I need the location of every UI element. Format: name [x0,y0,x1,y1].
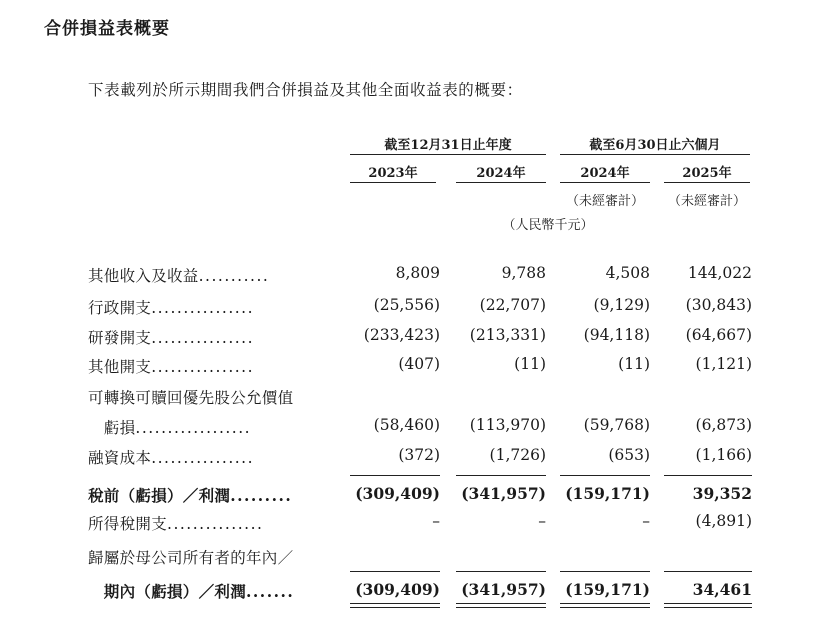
table-cell: – [432,512,440,530]
header-col-2: 2024年 [476,166,526,181]
row-label-text: 期內（虧損）／利潤 [88,582,247,601]
table-cell: (653) [608,446,650,464]
table-cell: (159,171) [565,484,650,503]
header-group-year: 截至12月31日止年度 [384,138,512,153]
table-row-label [88,484,292,506]
header-col-2-rule [456,182,546,183]
table-cell: (94,118) [583,326,650,344]
table-row-label [88,355,254,377]
table-cell: 144,022 [687,264,752,282]
table-row-label [88,296,254,318]
section-heading: 合併損益表概要 [44,19,170,39]
dot-leader: ......... [230,486,293,505]
subtotal-rule [664,475,752,476]
table-cell: (341,957) [461,484,546,503]
row-label-text: 融資成本 [88,449,152,467]
total-double-rule [350,603,440,608]
table-cell: (4,891) [695,512,752,530]
row-label-text: 虧損 [88,419,136,437]
unaudited-note-col-3: （未經審計） [565,194,644,209]
dot-leader: ....... [246,582,295,601]
table-row-label [88,446,254,468]
table-row-label [88,546,293,568]
table-cell: (113,970) [469,416,546,434]
table-cell: (9,129) [593,296,650,314]
table-cell: (59,768) [583,416,650,434]
table-cell: 4,508 [605,264,650,282]
subtotal-rule [560,571,650,572]
header-group-year-rule [350,154,546,155]
subtotal-rule [560,475,650,476]
table-cell: (213,331) [469,326,546,344]
total-double-rule [664,603,752,608]
table-cell: (64,667) [685,326,752,344]
total-double-rule [560,603,650,608]
table-cell: (309,409) [355,580,440,599]
row-label-text: 所得稅開支 [88,515,168,533]
row-label-text: 其他開支 [88,358,152,376]
table-row-label [88,512,263,534]
table-cell: (58,460) [373,416,440,434]
dot-leader: .................. [135,419,252,437]
table-cell: (30,843) [685,296,752,314]
unaudited-note-col-4: （未經審計） [667,194,746,209]
table-cell: (25,556) [373,296,440,314]
subtotal-rule [456,475,546,476]
dot-leader: ................ [151,299,255,317]
table-cell: (159,171) [565,580,650,599]
row-label-text: 其他收入及收益 [88,267,199,285]
header-col-1: 2023年 [368,166,418,181]
row-label-text: 稅前（虧損）／利潤 [88,486,231,505]
table-cell: (341,957) [461,580,546,599]
row-label-text: 可轉換可贖回優先股公允價值 [88,389,294,407]
header-col-3: 2024年 [580,166,630,181]
table-cell: (1,726) [489,446,546,464]
table-row-label [88,580,294,602]
table-cell: (1,121) [695,355,752,373]
table-cell: – [538,512,546,530]
table-row-label [88,386,293,408]
row-label-text: 研發開支 [88,329,152,347]
intro-text: 下表載列於所示期間我們合併損益及其他全面收益表的概要： [88,81,523,99]
table-cell: 34,461 [692,580,752,599]
table-row-label [88,326,254,348]
dot-leader: ................ [151,449,255,467]
subtotal-rule [350,571,440,572]
table-cell: 9,788 [501,264,546,282]
table-cell: (372) [398,446,440,464]
currency-note: （人民幣千元） [502,218,594,233]
row-label-text: 歸屬於母公司所有者的年內／ [88,549,294,567]
table-cell: (11) [618,355,650,373]
table-cell: (309,409) [355,484,440,503]
subtotal-rule [350,475,440,476]
subtotal-rule [664,571,752,572]
table-row-label [88,264,269,286]
header-col-3-rule [560,182,650,183]
table-cell: (11) [514,355,546,373]
header-col-4: 2025年 [682,166,732,181]
table-cell: (407) [398,355,440,373]
table-cell: 8,809 [395,264,440,282]
table-cell: (1,166) [695,446,752,464]
row-label-text: 行政開支 [88,299,152,317]
table-cell: (6,873) [695,416,752,434]
dot-leader: ............... [167,515,264,533]
table-row-label [88,416,251,438]
table-cell: – [642,512,650,530]
total-double-rule [456,603,546,608]
header-col-1-rule [350,182,436,183]
dot-leader: ................ [151,329,255,347]
header-group-half-rule [560,154,750,155]
table-cell: (22,707) [479,296,546,314]
table-cell: (233,423) [363,326,440,344]
dot-leader: ................ [151,358,255,376]
subtotal-rule [456,571,546,572]
dot-leader: ........... [198,267,270,285]
header-group-half: 截至6月30日止六個月 [589,138,721,153]
table-cell: 39,352 [692,484,752,503]
header-col-4-rule [664,182,750,183]
